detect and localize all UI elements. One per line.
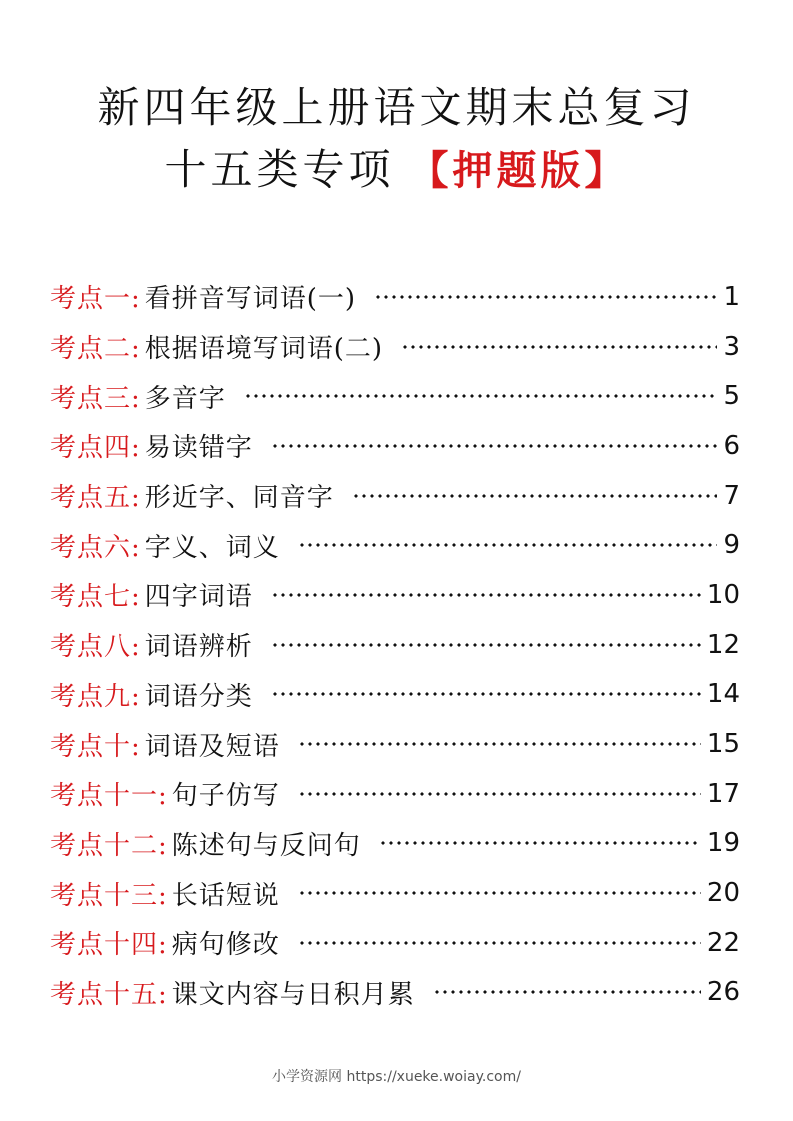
toc-entry-label: 考点五: (50, 483, 141, 514)
toc-entry-topic: 课文内容与日积月累 (171, 979, 415, 1010)
toc-entry[interactable] (50, 272, 740, 322)
toc-entry-topic: 看拼音写词语(一) (144, 284, 357, 315)
toc-entry[interactable] (50, 471, 740, 521)
toc-entry[interactable] (50, 968, 740, 1018)
toc-leader-dots (433, 990, 701, 994)
toc-entry-label: 考点六: (50, 532, 141, 563)
toc-entry-page-number: 3 (723, 331, 740, 362)
toc-entry-page-number: 17 (706, 778, 740, 809)
toc-entry-page-number: 7 (723, 480, 740, 511)
toc-entry-label: 考点十一: (50, 781, 168, 812)
toc-entry-topic: 句子仿写 (171, 781, 280, 812)
title-subtitle: 十五类专项 (164, 145, 395, 194)
toc-entry-page-number: 1 (723, 281, 740, 312)
toc-leader-dots (298, 891, 701, 895)
toc-entry[interactable] (50, 570, 740, 620)
toc-entry[interactable] (50, 620, 740, 670)
toc-leader-dots (271, 692, 701, 696)
edition-badge: 【押题版】 (408, 148, 629, 194)
toc-entry[interactable] (50, 819, 740, 869)
toc-entry-topic: 词语辨析 (144, 632, 253, 663)
toc-entry-topic: 多音字 (144, 383, 226, 414)
toc-entry-topic: 形近字、同音字 (144, 483, 334, 514)
toc-entry[interactable] (50, 421, 740, 471)
toc-entry-label: 考点十五: (50, 979, 168, 1010)
toc-entry[interactable] (50, 322, 740, 372)
toc-leader-dots (244, 394, 718, 398)
toc-entry-label: 考点十三: (50, 880, 168, 911)
toc-entry-page-number: 22 (706, 927, 740, 958)
toc-entry-topic: 四字词语 (144, 582, 253, 613)
toc-leader-dots (271, 643, 701, 647)
toc-entry-page-number: 10 (706, 579, 740, 610)
toc-entry-label: 考点十: (50, 731, 141, 762)
title-line-1: 新四年级上册语文期末总复习 (97, 83, 696, 132)
toc-leader-dots (298, 742, 701, 746)
toc-entry-topic: 字义、词义 (144, 532, 280, 563)
toc-entry[interactable] (50, 670, 740, 720)
toc-entry-label: 考点四: (50, 433, 141, 464)
toc-entry[interactable] (50, 371, 740, 421)
toc-leader-dots (352, 494, 718, 498)
toc-leader-dots (298, 941, 701, 945)
toc-entry-label: 考点八: (50, 632, 141, 663)
toc-entry-topic: 易读错字 (144, 433, 253, 464)
toc-entry-page-number: 6 (723, 430, 740, 461)
toc-entry-page-number: 20 (706, 878, 740, 909)
toc-entry-label: 考点七: (50, 582, 141, 613)
toc-entry-page-number: 26 (706, 977, 740, 1008)
toc-entry-label: 考点十四: (50, 930, 168, 961)
toc-entry-page-number: 14 (706, 679, 740, 710)
toc-leader-dots (271, 593, 701, 597)
toc-entry-label: 考点二: (50, 334, 141, 365)
toc-entry[interactable] (50, 769, 740, 819)
toc-entry-page-number: 12 (706, 629, 740, 660)
toc-entry-label: 考点一: (50, 284, 141, 315)
toc-entry-topic: 根据语境写词语(二) (144, 334, 384, 365)
toc-entry-page-number: 19 (706, 828, 740, 859)
title-line-2 (0, 140, 793, 200)
toc-leader-dots (298, 543, 718, 547)
toc-leader-dots (298, 792, 701, 796)
toc-entry-page-number: 5 (723, 381, 740, 412)
toc-leader-dots (271, 444, 718, 448)
toc-entry-label: 考点十二: (50, 830, 168, 861)
toc-entry[interactable] (50, 520, 740, 570)
toc-entry[interactable] (50, 868, 740, 918)
table-of-contents (50, 272, 740, 1017)
toc-leader-dots (379, 841, 701, 845)
toc-entry-label: 考点九: (50, 681, 141, 712)
toc-entry[interactable] (50, 918, 740, 968)
toc-entry-topic: 词语分类 (144, 681, 253, 712)
toc-entry-topic: 词语及短语 (144, 731, 280, 762)
toc-entry-topic: 病句修改 (171, 930, 280, 961)
toc-entry-page-number: 15 (706, 729, 740, 760)
toc-leader-dots (374, 295, 717, 299)
toc-entry-topic: 陈述句与反问句 (171, 830, 361, 861)
toc-leader-dots (401, 345, 717, 349)
toc-entry-topic: 长话短说 (171, 880, 280, 911)
footer-watermark: 小学资源网 https://xueke.woiay.com/ (272, 1069, 521, 1085)
toc-entry-page-number: 9 (723, 530, 740, 561)
toc-entry[interactable] (50, 719, 740, 769)
document-title (0, 78, 793, 200)
toc-entry-label: 考点三: (50, 383, 141, 414)
